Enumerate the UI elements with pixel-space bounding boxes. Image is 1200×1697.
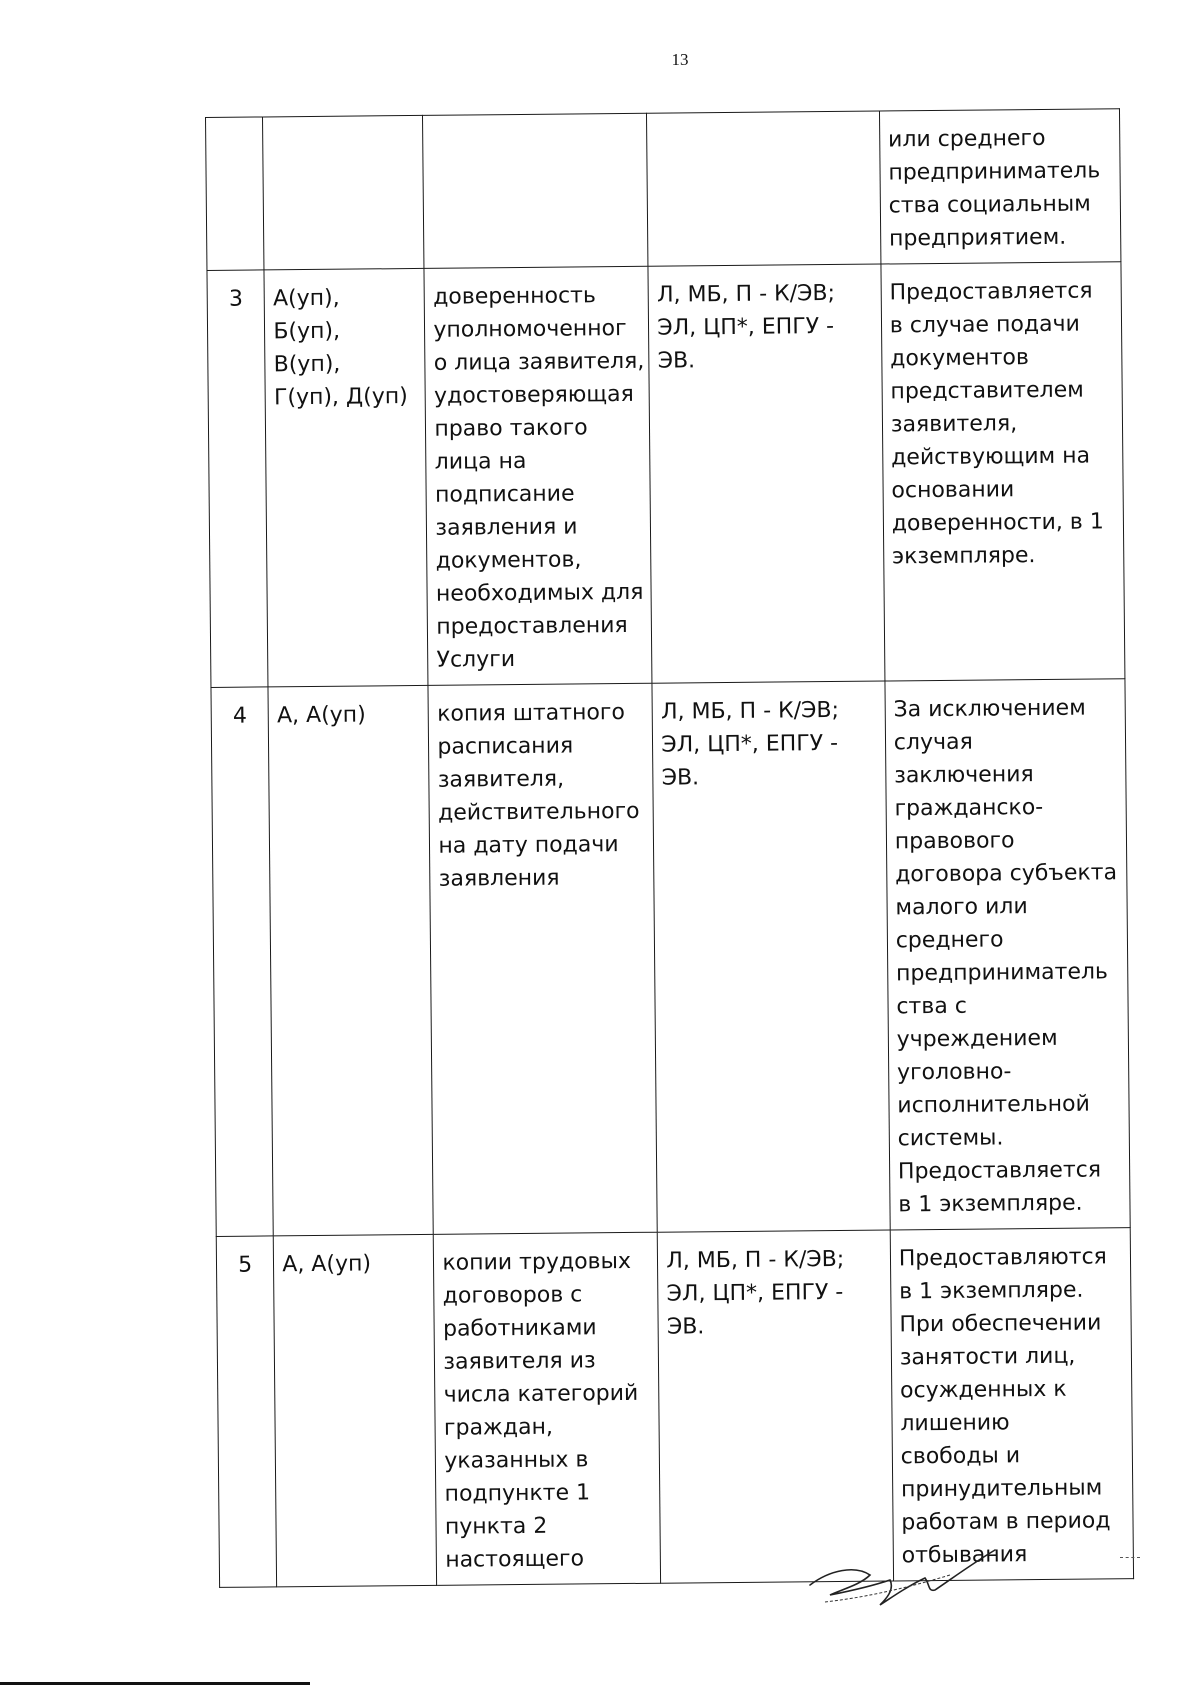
table-row (207, 262, 1125, 688)
note-text-line: отбывания (901, 1542, 1028, 1569)
note-text-line: предприятием. (888, 224, 1067, 252)
document-text-line: лица на (434, 448, 527, 475)
note-text-line: среднего (895, 927, 1004, 954)
document-text-line: копия штатного (437, 699, 626, 727)
document-text-line: право такого (434, 415, 588, 442)
document-text-line: заявителя, (437, 766, 565, 793)
note-text-line: представителем (890, 377, 1084, 405)
document-text-line: расписания (437, 733, 574, 760)
method-text-line: ЭВ. (657, 348, 696, 374)
note-text-line: в 1 экземпляре. (899, 1277, 1084, 1305)
document-text-line: договоров с (442, 1282, 583, 1309)
note-text-line: принудительным (900, 1475, 1103, 1503)
note-text-line: Предоставляется (889, 278, 1093, 306)
note-text-line: или среднего (887, 125, 1046, 153)
category-text-line: В(уп), (273, 351, 341, 378)
document-text-line: указанных в (444, 1447, 589, 1474)
note-text-line: лишению (900, 1410, 1010, 1437)
method-text-line: ЭВ. (666, 1314, 705, 1340)
method-text-line: ЭЛ, ЦП*, ЕПГУ - (657, 313, 835, 341)
note-text-line: осужденных к (899, 1376, 1067, 1404)
note-text-line: малого или (895, 894, 1028, 921)
document-text-line: подпункте 1 (444, 1480, 591, 1507)
note-text-line: случая (893, 729, 973, 756)
note-text-line: документов (890, 345, 1030, 372)
document-text-line: заявителя из (443, 1348, 596, 1375)
note-text-line: занятости лиц, (899, 1343, 1076, 1371)
document-text-line: уполномоченног (433, 315, 627, 343)
document-text-line: действительного (437, 798, 640, 826)
note-text-line: учреждением (896, 1025, 1058, 1053)
note-text-line: ства социальным (888, 191, 1091, 219)
document-text-line: предоставления (436, 612, 628, 640)
note-text-line: правового (894, 828, 1015, 855)
method-cell (648, 264, 885, 683)
document-text-line: заявления (438, 865, 560, 892)
document-text-line: доверенность (433, 283, 597, 310)
document-cell (423, 113, 648, 268)
category-cell (264, 268, 428, 687)
note-text-line: доверенности, в 1 (891, 509, 1104, 537)
method-text-line: ЭВ. (661, 765, 700, 791)
document-text-line: числа категорий (443, 1380, 639, 1408)
document-text-line: о лица заявителя, (433, 348, 645, 376)
note-text-line: в 1 экземпляре. (898, 1190, 1083, 1218)
table-row (216, 1228, 1133, 1588)
document-cell (434, 1232, 661, 1585)
category-cell (263, 115, 425, 270)
note-text-line: основании (891, 477, 1015, 504)
category-cell (274, 1234, 437, 1587)
document-cell (424, 266, 652, 685)
margin-mark (1120, 1557, 1140, 1558)
note-cell (885, 679, 1130, 1230)
note-text-line: действующим на (891, 443, 1091, 471)
document-cell (428, 683, 657, 1234)
document-text-line: копии трудовых (442, 1248, 632, 1276)
table-row (211, 679, 1130, 1237)
note-text-line: заключения (894, 762, 1034, 789)
note-cell (879, 109, 1121, 264)
document-text-line: заявления и (435, 514, 578, 541)
note-text-line: свободы и (900, 1443, 1021, 1470)
note-text-line: исполнительной (897, 1091, 1090, 1119)
note-text-line: предприниматель (895, 959, 1109, 987)
document-text-line: подписание (434, 481, 575, 508)
category-text-line: Б(уп), (273, 318, 341, 345)
method-text-line: Л, МБ, П - К/ЭВ; (656, 280, 836, 308)
note-text-line: За исключением (893, 695, 1086, 723)
document-text-line: граждан, (443, 1414, 554, 1441)
document-text-line: настоящего (445, 1546, 585, 1573)
signature (800, 1540, 1000, 1620)
note-text-line: уголовно- (896, 1059, 1012, 1086)
method-text-line: Л, МБ, П - К/ЭВ; (666, 1246, 845, 1274)
note-text-line: Предоставляются (898, 1244, 1107, 1272)
category-text-line: А, А(уп) (282, 1251, 372, 1278)
document-text-line: на дату подачи (438, 832, 619, 859)
note-cell (881, 262, 1125, 681)
document-text-line: пункта 2 (444, 1513, 548, 1540)
category-text-line: Г(уп), Д(уп) (273, 384, 408, 411)
method-cell (658, 1230, 894, 1583)
method-text-line: ЭЛ, ЦП*, ЕПГУ - (661, 730, 839, 758)
note-text-line: предприниматель (888, 158, 1101, 186)
document-text-line: документов, (435, 547, 582, 574)
row-number-cell: 3 (207, 270, 268, 688)
note-text-line: гражданско- (894, 794, 1044, 822)
method-text-line: Л, МБ, П - К/ЭВ; (660, 697, 840, 725)
method-text-line: ЭЛ, ЦП*, ЕПГУ - (666, 1279, 844, 1307)
note-text-line: договора субъекта (895, 860, 1118, 888)
category-text-line: А, А(уп) (276, 702, 366, 729)
table-row (206, 109, 1121, 271)
row-number-cell: 4 (211, 687, 274, 1237)
document-text-line: необходимых для (435, 579, 644, 607)
documents-table (205, 108, 1134, 1588)
document-text-line: работниками (442, 1315, 597, 1342)
note-text-line: ства с (896, 993, 967, 1020)
note-text-line: работам в период (901, 1508, 1111, 1536)
method-cell (647, 111, 881, 266)
method-cell (652, 681, 890, 1232)
note-text-line: системы. (897, 1125, 1004, 1152)
footer-rule (0, 1682, 310, 1685)
note-text-line: в случае подачи (889, 311, 1080, 339)
row-number-cell (206, 117, 265, 271)
page-number: 13 (671, 50, 689, 69)
note-text-line: При обеспечении (899, 1310, 1102, 1338)
note-cell (890, 1228, 1134, 1581)
document-text-line: удостоверяющая (433, 381, 634, 409)
category-cell (268, 685, 433, 1236)
note-text-line: Предоставляется (897, 1157, 1102, 1185)
category-text-line: А(уп), (272, 285, 340, 312)
note-text-line: экземпляре. (891, 543, 1036, 570)
note-text-line: заявителя, (890, 411, 1018, 438)
row-number-cell: 5 (216, 1236, 277, 1588)
document-text-line: Услуги (436, 647, 516, 673)
table-body (206, 109, 1134, 1588)
